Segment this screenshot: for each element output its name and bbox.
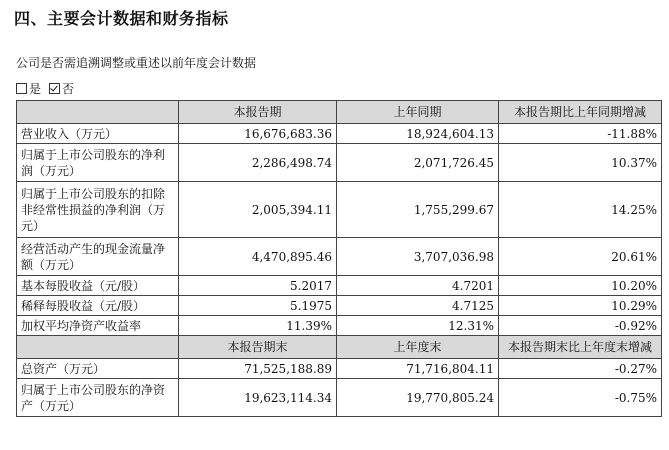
option-yes[interactable] [16,82,41,96]
table-row [17,359,662,379]
header-current-period: 本报告期 [179,101,337,124]
current-value: 2,286,498.74 [179,144,337,182]
table-row [17,276,662,296]
header-period-end: 本报告期末 [179,336,337,359]
option-yes-label: 是 [29,82,42,96]
change-value: -0.75% [499,379,662,417]
header-period-change: 本报告期比上年同期增减 [499,101,662,124]
restatement-options [16,80,82,97]
previous-value: 1,755,299.67 [337,182,499,238]
previous-value: 19,770,805.24 [337,379,499,417]
row-label: 基本每股收益（元/股） [17,276,179,296]
change-value: -11.88% [499,124,662,144]
current-value: 4,470,895.46 [179,238,337,276]
current-value: 19,623,114.34 [179,379,337,417]
restatement-question: 公司是否需追溯调整或重述以前年度会计数据 [16,56,257,70]
change-value: 14.25% [499,182,662,238]
previous-value: 2,071,726.45 [337,144,499,182]
change-value: 10.37% [499,144,662,182]
header-blank-cell [17,336,179,359]
header-blank-cell [17,101,179,124]
table-row [17,182,662,238]
current-value: 2,005,394.11 [179,182,337,238]
header-prior-year-end: 上年度末 [337,336,499,359]
row-label: 归属于上市公司股东的净利润（万元） [17,144,179,182]
change-value: 20.61% [499,238,662,276]
change-value: 10.29% [499,296,662,316]
checkbox-unchecked-icon[interactable] [16,83,27,94]
previous-value: 4.7201 [337,276,499,296]
row-label: 稀释每股收益（元/股） [17,296,179,316]
previous-value: 4.7125 [337,296,499,316]
change-value: 10.20% [499,276,662,296]
row-label: 归属于上市公司股东的净资产（万元） [17,379,179,417]
financial-indicators-table [16,100,662,417]
previous-value: 12.31% [337,316,499,336]
current-value: 71,525,188.89 [179,359,337,379]
header-previous-period: 上年同期 [337,101,499,124]
current-value: 5.1975 [179,296,337,316]
previous-value: 3,707,036.98 [337,238,499,276]
table2-header-row [17,336,662,359]
option-no[interactable] [49,82,74,96]
table-row [17,124,662,144]
change-value: -0.27% [499,359,662,379]
row-label: 归属于上市公司股东的扣除非经常性损益的净利润（万元） [17,182,179,238]
header-year-end-change: 本报告期末比上年度末增减 [499,336,662,359]
option-no-label: 否 [62,82,75,96]
row-label: 经营活动产生的现金流量净额（万元） [17,238,179,276]
current-value: 11.39% [179,316,337,336]
table1-header-row [17,101,662,124]
row-label: 加权平均净资产收益率 [17,316,179,336]
table-row [17,238,662,276]
previous-value: 18,924,604.13 [337,124,499,144]
table-row [17,296,662,316]
table-row [17,379,662,417]
section-heading: 四、主要会计数据和财务指标 [14,9,229,28]
table-row [17,316,662,336]
row-label: 营业收入（万元） [17,124,179,144]
current-value: 5.2017 [179,276,337,296]
current-value: 16,676,683.36 [179,124,337,144]
checkbox-checked-icon[interactable] [49,83,60,94]
previous-value: 71,716,804.11 [337,359,499,379]
table-row [17,144,662,182]
row-label: 总资产（万元） [17,359,179,379]
change-value: -0.92% [499,316,662,336]
